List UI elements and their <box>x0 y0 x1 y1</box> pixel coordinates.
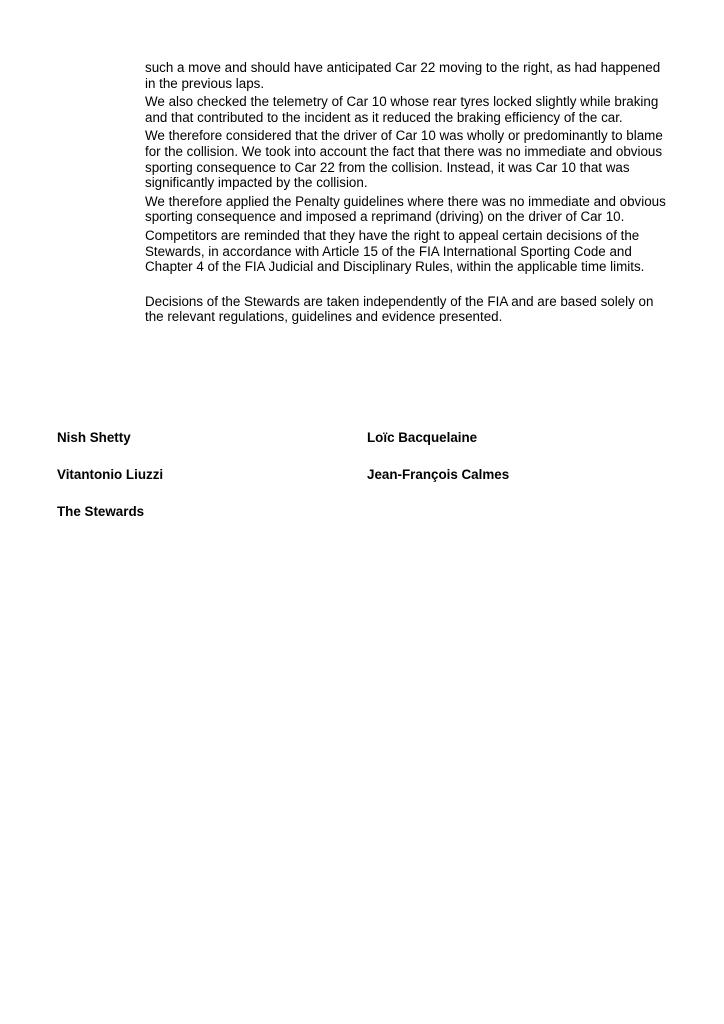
paragraph-penalty: We therefore applied the Penalty guidelines where there was no immediate and obvious sporting consequence and imposed a reprimand (driving) on the driver of Car 10. <box>145 193 666 225</box>
steward-name: Jean-François Calmes <box>367 467 510 482</box>
steward-name: Loïc Bacquelaine <box>367 430 478 445</box>
steward-name: Vitantonio Liuzzi <box>57 467 164 482</box>
paragraph-continuation: such a move and should have anticipated Car 22 moving to the right, as had happened in the previous laps. <box>145 60 661 91</box>
signature-closing: The Stewards <box>57 504 145 519</box>
paragraph-telemetry: We also checked the telemetry of Car 10 whose rear tyres locked slightly while braking and that contributed to the incident as it reduced the braking efficiency of the car. <box>145 94 659 125</box>
document-body <box>145 60 670 328</box>
paragraph-blame: We therefore considered that the driver of Car 10 was wholly or predominantly to blame for the collision. We took into account the fact that there was no immediate and obvious sporting consequence to Car 22 from the collision. Instead, it was Car 10 that was significantly impacted by the collision. <box>145 128 663 191</box>
paragraph-appeal-rights: Competitors are reminded that they have the right to appeal certain decisions of the Stewards, in accordance with Article 15 of the FIA International Sporting Code and Chapter 4 of the FIA Judicial and Disciplinary Rules, within the applicable time limits. <box>145 227 645 275</box>
steward-name: Nish Shetty <box>57 430 131 445</box>
paragraph-independence: Decisions of the Stewards are taken independently of the FIA and are based solely on the relevant regulations, guidelines and evidence presented. <box>145 293 654 325</box>
